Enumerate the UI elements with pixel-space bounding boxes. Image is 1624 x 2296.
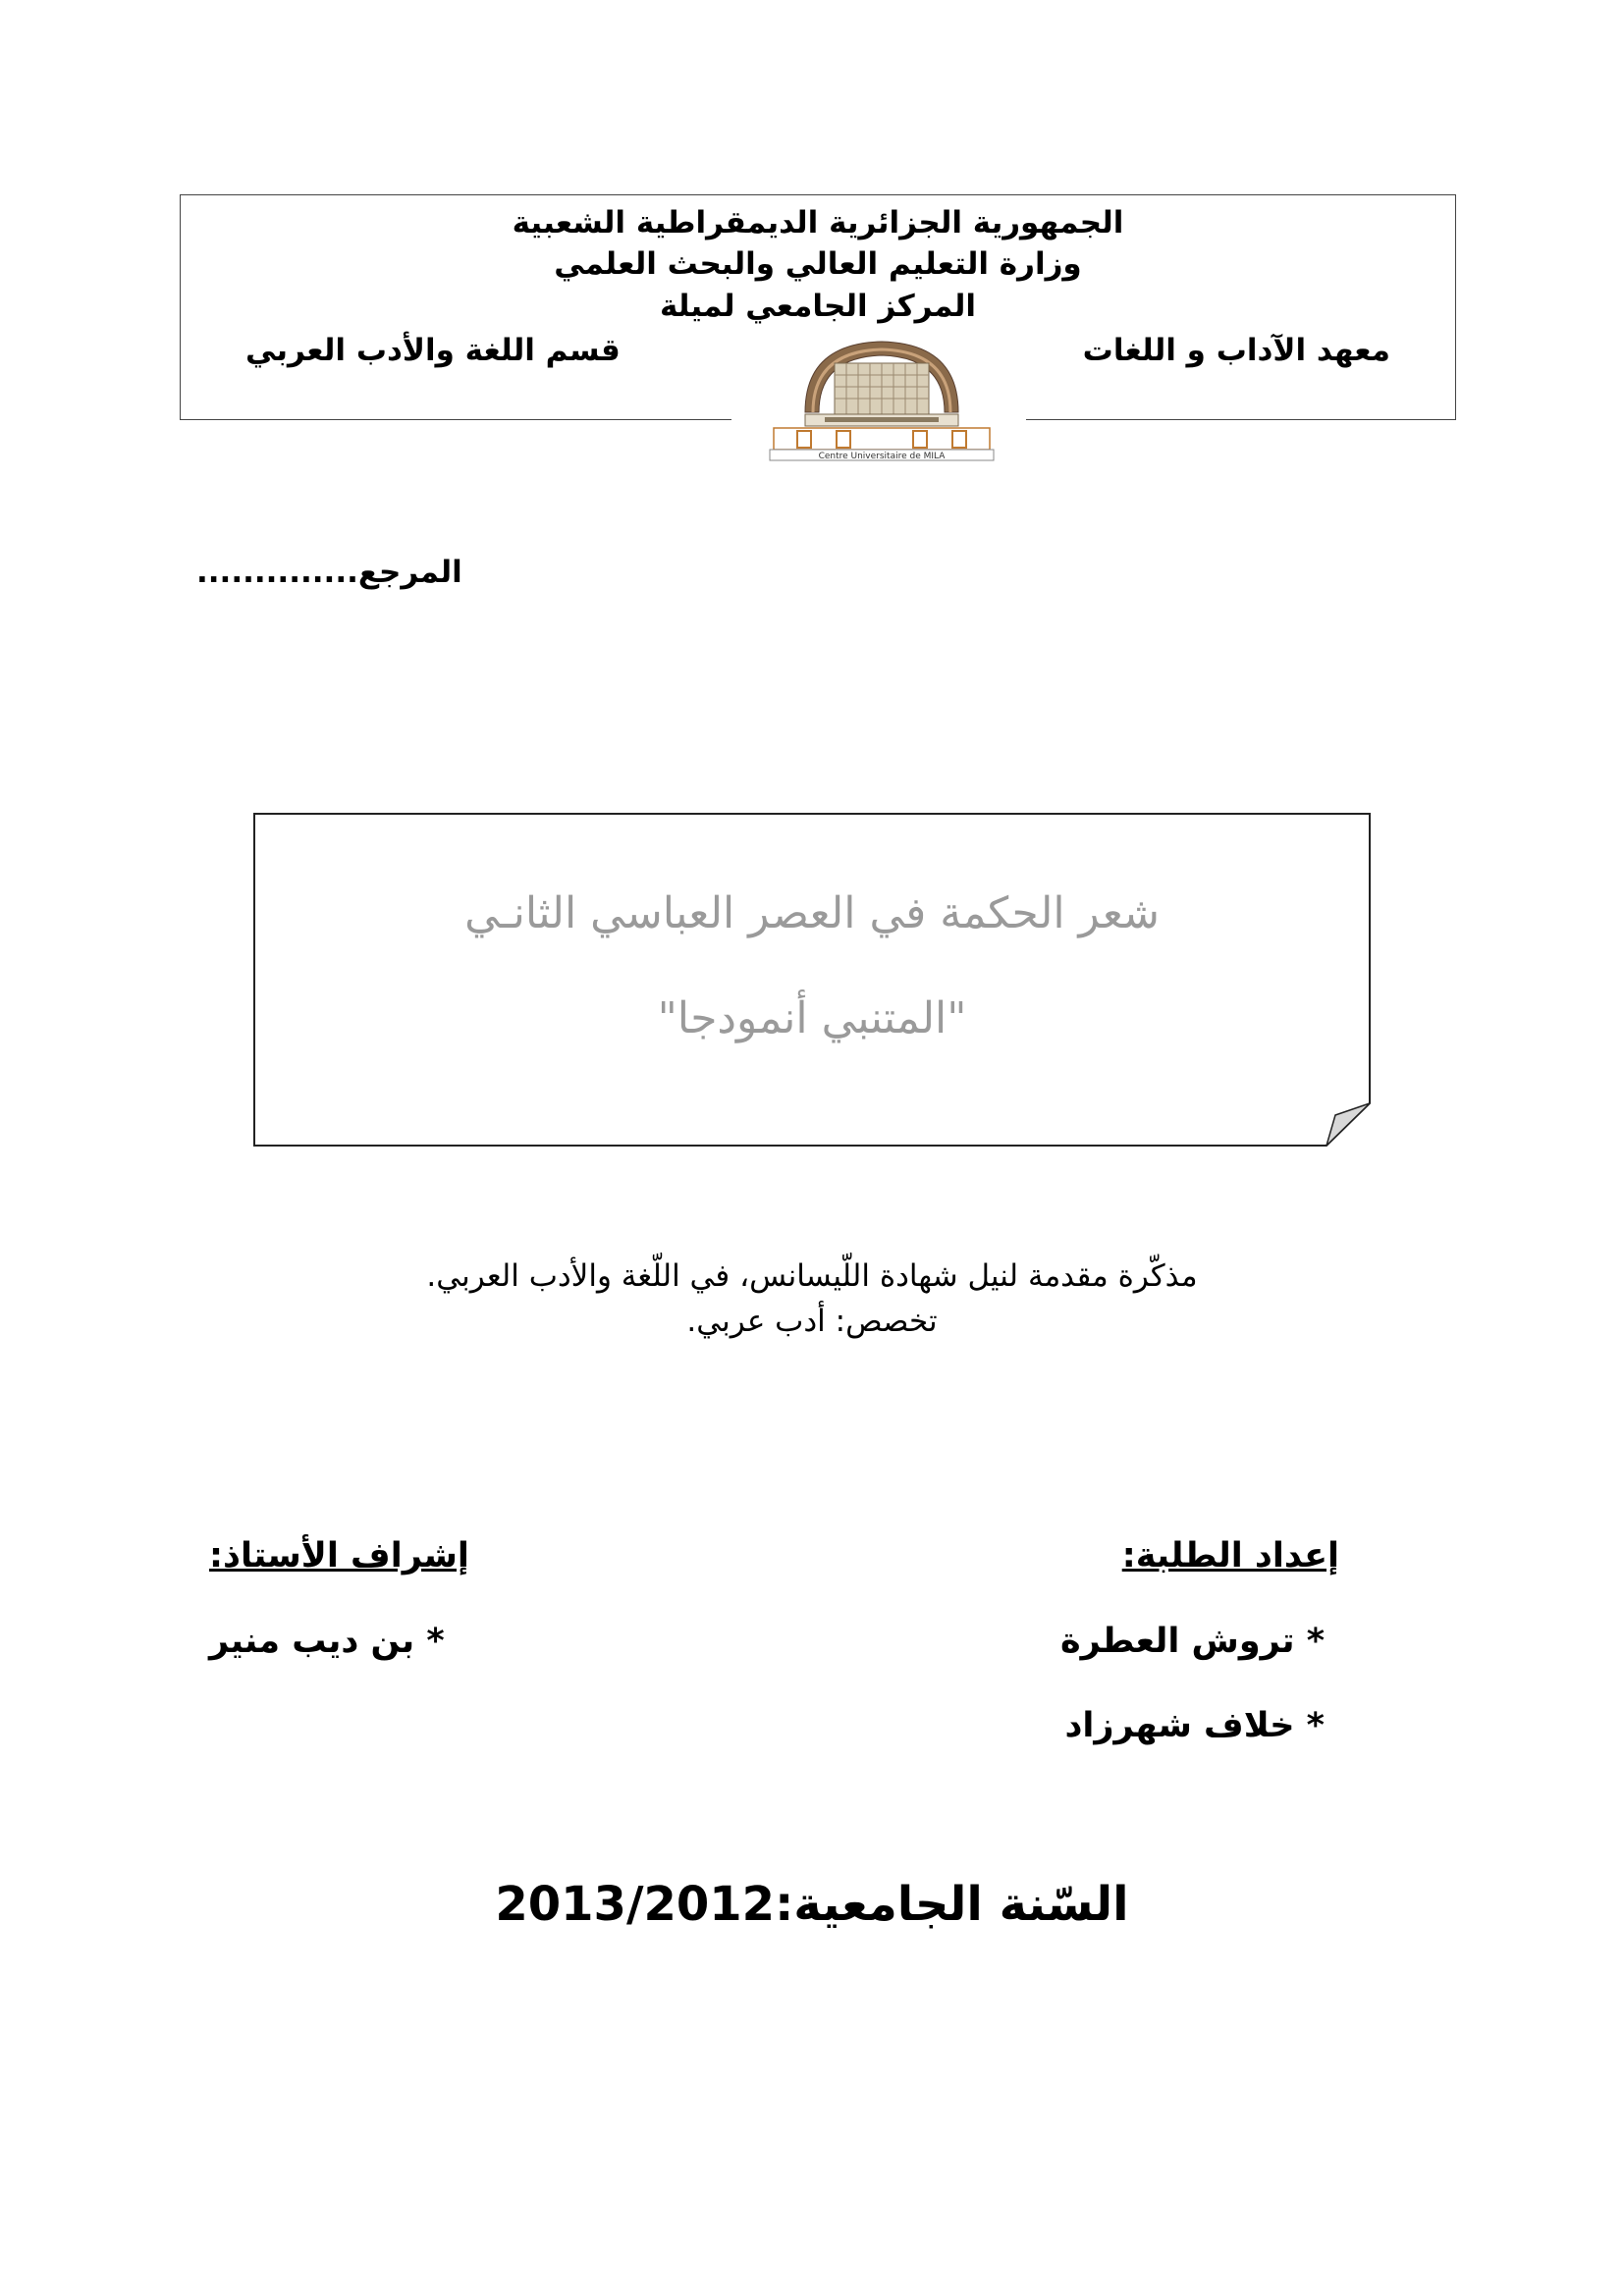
thesis-title: شعر الحكمة في العصر العباسي الثانـي xyxy=(464,888,1160,938)
university-logo xyxy=(766,334,998,461)
university-center-name: المركز الجامعي لميلة xyxy=(659,289,977,324)
academic-year: السّنة الجامعية:2013/2012 xyxy=(495,1877,1129,1932)
republic-name: الجمهورية الجزائرية الديمقراطية الشعبية xyxy=(512,205,1124,240)
reference-field: المرجع.............. xyxy=(196,555,462,590)
thesis-subtitle: "المتنبي أنمودجا" xyxy=(657,993,967,1043)
logo-caption: Centre Universitaire de MILA xyxy=(818,452,946,461)
department-name: قسم اللغة والأدب العربي xyxy=(245,333,621,368)
supervisor-name: * بن ديب منير xyxy=(209,1622,445,1661)
institute-name: معهد الآداب و اللغات xyxy=(1082,333,1390,368)
students-label: إعداد الطلبة: xyxy=(1121,1536,1339,1575)
title-box xyxy=(253,813,1371,1147)
student-name: * خلاف شهرزاد xyxy=(1064,1706,1325,1745)
thesis-description: مذكّرة مقدمة لنيل شهادة اللّيسانس، في اللّغة والأدب العربي. xyxy=(426,1258,1198,1294)
ministry-name: وزارة التعليم العالي والبحث العلمي xyxy=(554,246,1082,282)
specialization: تخصص: أدب عربي. xyxy=(686,1304,938,1339)
student-name: * تروش العطرة xyxy=(1059,1622,1325,1661)
supervisor-label: إشراف الأستاذ: xyxy=(209,1536,469,1575)
